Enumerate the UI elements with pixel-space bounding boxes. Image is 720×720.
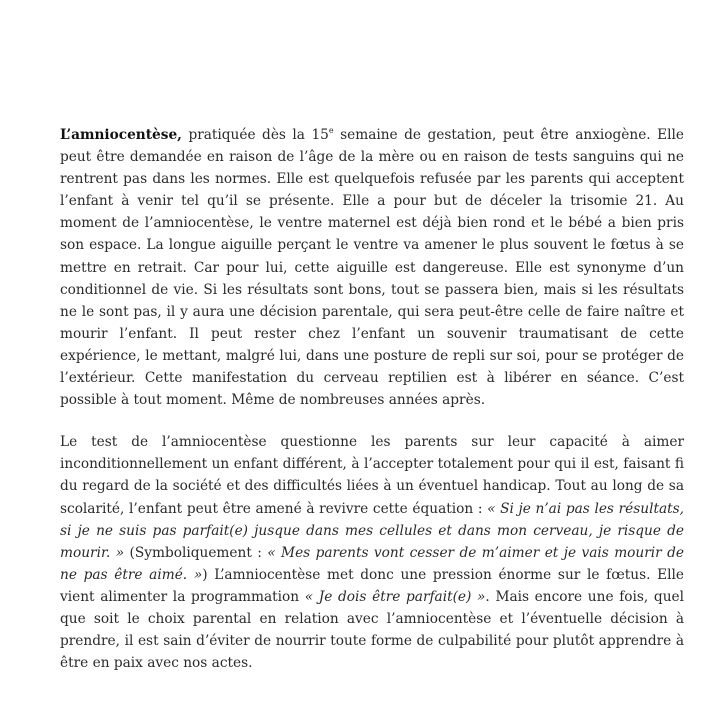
paragraph-text: semaine de gestation, peut être anxiogène. Elle peut être demandée en raison de l’âge de la mère ou en raison de tests sanguins qui ne rentrent pas dans les normes. Elle est quelquefois refusée par les parents qui acceptent l’enfant à venir tel qu’il se présente. Elle a pour but de déceler la trisomie 21. Au moment de l’amniocentèse, le ventre maternel est déjà bien rond et le bébé a bien pris son espace. La longue aiguille perçant le ventre va amener le plus souvent le fœtus à se mettre en retrait. Car pour lui, cette aiguille est dangereuse. Elle est synonyme d’un conditionnel de vie. Si les résultats sont bons, tout se passera bien, mais si les résultats ne le sont pas, il y aura une décision parentale, qui sera peut-être celle de faire naître et mourir l’enfant. Il peut rester chez l’enfant un souvenir traumatisant de cette expérience, le mettant, malgré lui, dans une posture de repli sur soi, pour se protéger de l’extérieur. Cette manifestation du cerveau reptilien est à libérer en séance. C’est possible à tout moment. Même de nombreuses années après. (60, 127, 684, 409)
paragraph-text: (Symboliquement : (124, 544, 268, 561)
paragraph-amniocentesis-test (60, 431, 684, 674)
italic-quote: « Je dois être parfait(e) » (304, 588, 486, 605)
paragraph-text: . Mais encore une fois, quel que soit le choix parental en relation avec l’amniocentèse et l’éventuelle décision à prendre, il est sain d’éviter de nourrir toute forme de culpabilité pour plutôt apprendre à être en paix avec nos actes. (60, 588, 684, 672)
ordinal-superscript: e (328, 126, 334, 135)
paragraph-text: ) L’amniocentèse met donc une pression énorme sur le fœtus. Elle vient alimenter la programmation (60, 566, 685, 605)
italic-quote: « Mes parents vont cesser de m’aimer et je vais mourir de ne pas être aimé. » (60, 544, 684, 583)
paragraph-lead-term: L’amniocentèse, (60, 127, 182, 143)
paragraph-amniocentesis-intro (60, 124, 684, 411)
italic-quote: « Si je n’ai pas les résultats, si je ne suis pas parfait(e) jusque dans mes cellules et dans mon cerveau, je risque de mourir. » (60, 500, 684, 561)
paragraph-text: Le test de l’amniocentèse questionne les parents sur leur capacité à aimer inconditionnellement un enfant différent, à l’accepter totalement pour qui il est, faisant fi du regard de la société et des difficultés liées à un éventuel handicap. Tout au long de sa scolarité, l’enfant peut être amené à revivre cette équation : (60, 434, 684, 517)
paragraph-text: pratiquée dès la 15 (181, 127, 329, 143)
